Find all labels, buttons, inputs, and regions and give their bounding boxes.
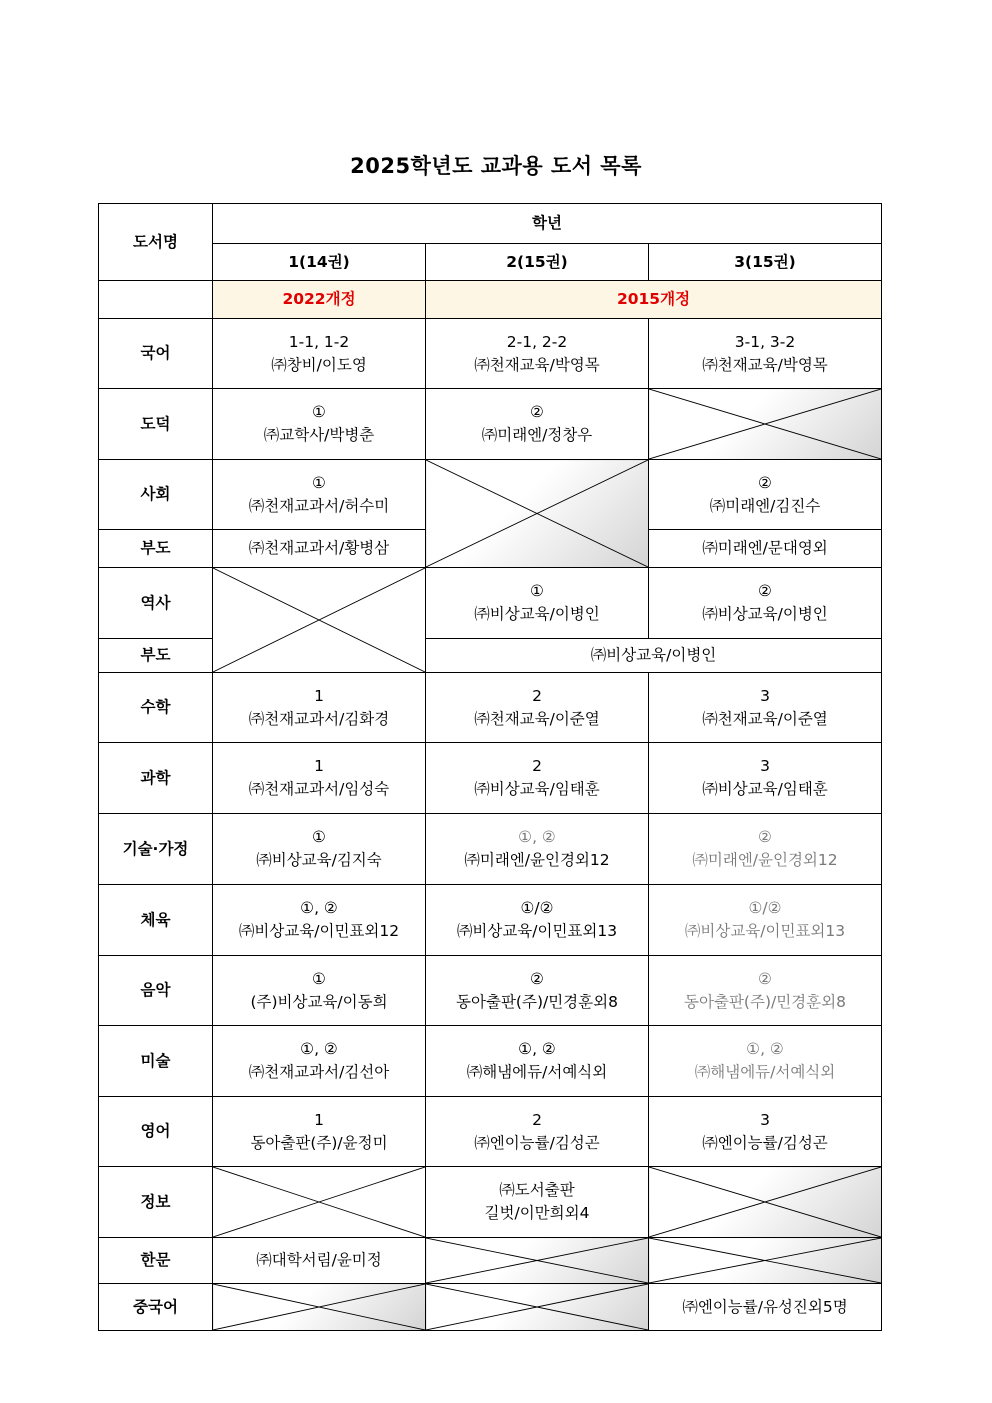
row-history (99, 568, 882, 639)
row-korean (99, 319, 882, 389)
header-book-name: 도서명 (99, 204, 213, 281)
book-cell: ① ㈜교학사/박병춘 (213, 389, 426, 460)
row-social (99, 460, 882, 530)
book-cell: ㈜미래엔/문대영외 (649, 530, 882, 568)
book-cell: ㈜대학서림/윤미정 (213, 1238, 426, 1284)
book-cell: ①, ② ㈜해냄에듀/서예식외 (426, 1026, 649, 1097)
empty-cell-cross (426, 460, 649, 568)
book-cell: ② 동아출판(주)/민경훈외8 (649, 956, 882, 1026)
book-cell: ㈜도서출판 길벗/이만희외4 (426, 1167, 649, 1238)
subject-label: 과학 (99, 743, 213, 814)
book-cell: ② ㈜미래엔/정창우 (426, 389, 649, 460)
book-cell: 2 ㈜엔이능률/김성곤 (426, 1097, 649, 1167)
book-cell: 3 ㈜엔이능률/김성곤 (649, 1097, 882, 1167)
book-cell: ①, ② ㈜미래엔/윤인경외12 (426, 814, 649, 885)
book-cell: ①/② ㈜비상교육/이민표외13 (426, 885, 649, 956)
subject-label: 역사 (99, 568, 213, 639)
book-cell: 3 ㈜비상교육/임태훈 (649, 743, 882, 814)
empty-cell-cross (213, 568, 426, 673)
subject-label: 체육 (99, 885, 213, 956)
row-hanmun (99, 1238, 882, 1284)
subject-label: 한문 (99, 1238, 213, 1284)
subject-label: 국어 (99, 319, 213, 389)
subject-label: 중국어 (99, 1284, 213, 1331)
empty-cell-cross (426, 1284, 649, 1331)
book-cell: 2 ㈜비상교육/임태훈 (426, 743, 649, 814)
page-title: 2025학년도 교과용 도서 목록 (350, 154, 642, 178)
empty-cell-cross (649, 1238, 882, 1284)
empty-cell-cross (426, 1238, 649, 1284)
row-ethics (99, 389, 882, 460)
subject-label: 기술·가정 (99, 814, 213, 885)
row-math (99, 673, 882, 743)
book-cell: 1 동아출판(주)/윤정미 (213, 1097, 426, 1167)
subject-label: 도덕 (99, 389, 213, 460)
row-pe (99, 885, 882, 956)
book-cell: ①, ② ㈜비상교육/이민표외12 (213, 885, 426, 956)
book-cell: ㈜엔이능률/유성진외5명 (649, 1284, 882, 1331)
header-grade-3: 3(15권) (649, 244, 882, 281)
subject-label: 미술 (99, 1026, 213, 1097)
book-cell: ② ㈜미래엔/김진수 (649, 460, 882, 530)
book-cell: 2-1, 2-2 ㈜천재교육/박영목 (426, 319, 649, 389)
empty-cell-cross (213, 1284, 426, 1331)
header-blank (99, 281, 213, 319)
book-cell: 1-1, 1-2 ㈜창비/이도영 (213, 319, 426, 389)
row-chinese (99, 1284, 882, 1331)
header-grade-2: 2(15권) (426, 244, 649, 281)
book-cell: ①, ② ㈜천재교과서/김선아 (213, 1026, 426, 1097)
book-cell: ① (주)비상교육/이동희 (213, 956, 426, 1026)
book-cell: ② 동아출판(주)/민경훈외8 (426, 956, 649, 1026)
empty-cell-cross (649, 389, 882, 460)
subject-label: 정보 (99, 1167, 213, 1238)
book-cell: ① ㈜비상교육/이병인 (426, 568, 649, 639)
book-cell: ①/② ㈜비상교육/이민표외13 (649, 885, 882, 956)
book-cell: 3-1, 3-2 ㈜천재교육/박영목 (649, 319, 882, 389)
book-cell: 1 ㈜천재교과서/김화경 (213, 673, 426, 743)
subject-label: 음악 (99, 956, 213, 1026)
header-grade-1: 1(14권) (213, 244, 426, 281)
book-cell: 1 ㈜천재교과서/임성숙 (213, 743, 426, 814)
row-science (99, 743, 882, 814)
header-grade: 학년 (213, 204, 882, 244)
textbook-table (98, 203, 882, 1331)
book-cell: ① ㈜비상교육/김지숙 (213, 814, 426, 885)
revision-2022: 2022개정 (213, 281, 426, 319)
subject-label: 부도 (99, 639, 213, 673)
subject-label: 사회 (99, 460, 213, 530)
row-art (99, 1026, 882, 1097)
book-cell: ② ㈜미래엔/윤인경외12 (649, 814, 882, 885)
row-info (99, 1167, 882, 1238)
row-music (99, 956, 882, 1026)
row-tech-home (99, 814, 882, 885)
subject-label: 영어 (99, 1097, 213, 1167)
revision-2015: 2015개정 (426, 281, 882, 319)
book-cell: 3 ㈜천재교육/이준열 (649, 673, 882, 743)
empty-cell-cross (213, 1167, 426, 1238)
book-cell: ①, ② ㈜해냄에듀/서예식외 (649, 1026, 882, 1097)
book-cell: ㈜천재교과서/황병삼 (213, 530, 426, 568)
empty-cell-cross (649, 1167, 882, 1238)
book-cell: ㈜비상교육/이병인 (426, 639, 882, 673)
book-cell: 2 ㈜천재교육/이준열 (426, 673, 649, 743)
subject-label: 부도 (99, 530, 213, 568)
row-english (99, 1097, 882, 1167)
subject-label: 수학 (99, 673, 213, 743)
book-cell: ② ㈜비상교육/이병인 (649, 568, 882, 639)
book-cell: ① ㈜천재교과서/허수미 (213, 460, 426, 530)
